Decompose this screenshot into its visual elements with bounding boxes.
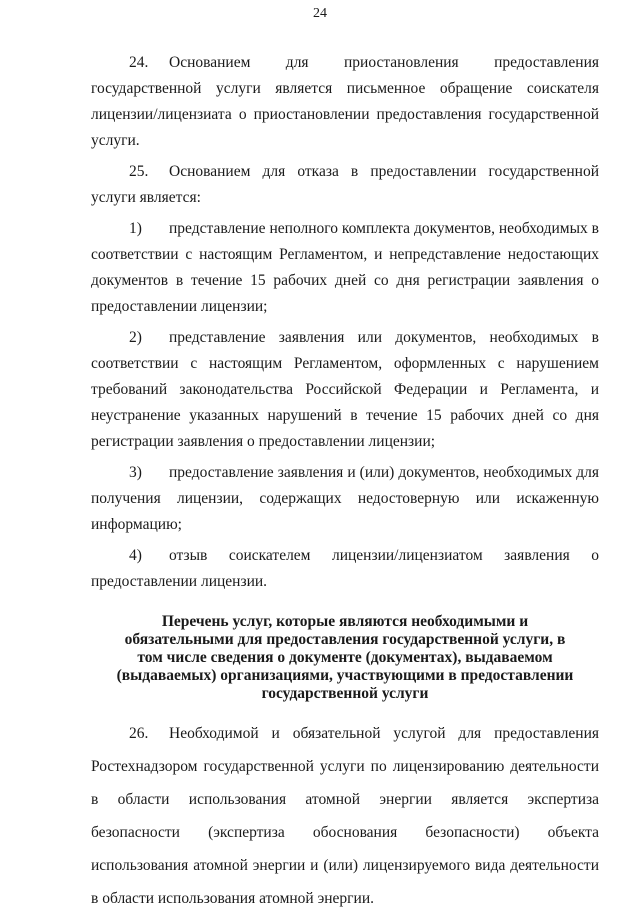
list-item-3 bbox=[91, 460, 599, 538]
list-item-number: 4) bbox=[129, 547, 142, 564]
list-item-2 bbox=[91, 325, 599, 455]
paragraph-26 bbox=[91, 717, 599, 915]
list-item-1 bbox=[91, 216, 599, 320]
page-number: 24 bbox=[313, 6, 327, 21]
section-heading: Перечень услуг, которые являются необходимыми и обязательными для предоставления государственной услуги, в том числе сведения о документе (документах), выдаваемом (выдаваемых) организациями, участвующими в предоставлении государственной услуги bbox=[116, 613, 574, 702]
list-item-number: 1) bbox=[129, 220, 142, 237]
paragraph-number: 26. bbox=[129, 725, 149, 742]
list-item-text: предоставление заявления и (или) документов, необходимых для получения лицензии, содержащих недостоверную или искаженную информацию; bbox=[91, 464, 599, 533]
paragraph-text: Основанием для приостановления предоставления государственной услуги является письменное обращение соискателя лицензии/лицензиата о приостановлении предоставления государственной услуги. bbox=[91, 54, 599, 149]
list-item-text: отзыв соискателем лицензии/лицензиатом заявления о предоставлении лицензии. bbox=[91, 547, 599, 590]
list-item-4 bbox=[91, 543, 599, 595]
list-item-number: 3) bbox=[129, 464, 142, 481]
paragraph-text: Необходимой и обязательной услугой для предоставления Ростехнадзором государственной услуги по лицензированию деятельности в области использования атомной энергии является экспертиза безопасности (экспертиза обоснования безопасности) объекта использования атомной энергии и (или) лицензируемого вида деятельности в области использования атомной энергии. bbox=[91, 725, 599, 907]
list-item-number: 2) bbox=[129, 329, 142, 346]
paragraph-number: 25. bbox=[129, 163, 149, 180]
list-item-text: представление неполного комплекта документов, необходимых в соответствии с настоящим Регламентом, и непредставление недостающих документов в течение 15 рабочих дней со дня регистрации заявления о предоставлении лицензии; bbox=[91, 220, 599, 315]
list-item-text: представление заявления или документов, необходимых в соответствии с настоящим Регламентом, оформленных с нарушением требований законодательства Российской Федерации и Регламента, и неустранение указанных нарушений в течение 15 рабочих дней со дня регистрации заявления о предоставлении лицензии; bbox=[91, 329, 599, 450]
paragraph-number: 24. bbox=[129, 54, 149, 71]
paragraph-text: Основанием для отказа в предоставлении государственной услуги является: bbox=[91, 163, 599, 206]
paragraph-24 bbox=[91, 50, 599, 154]
paragraph-25 bbox=[91, 159, 599, 211]
document-body bbox=[91, 50, 599, 920]
